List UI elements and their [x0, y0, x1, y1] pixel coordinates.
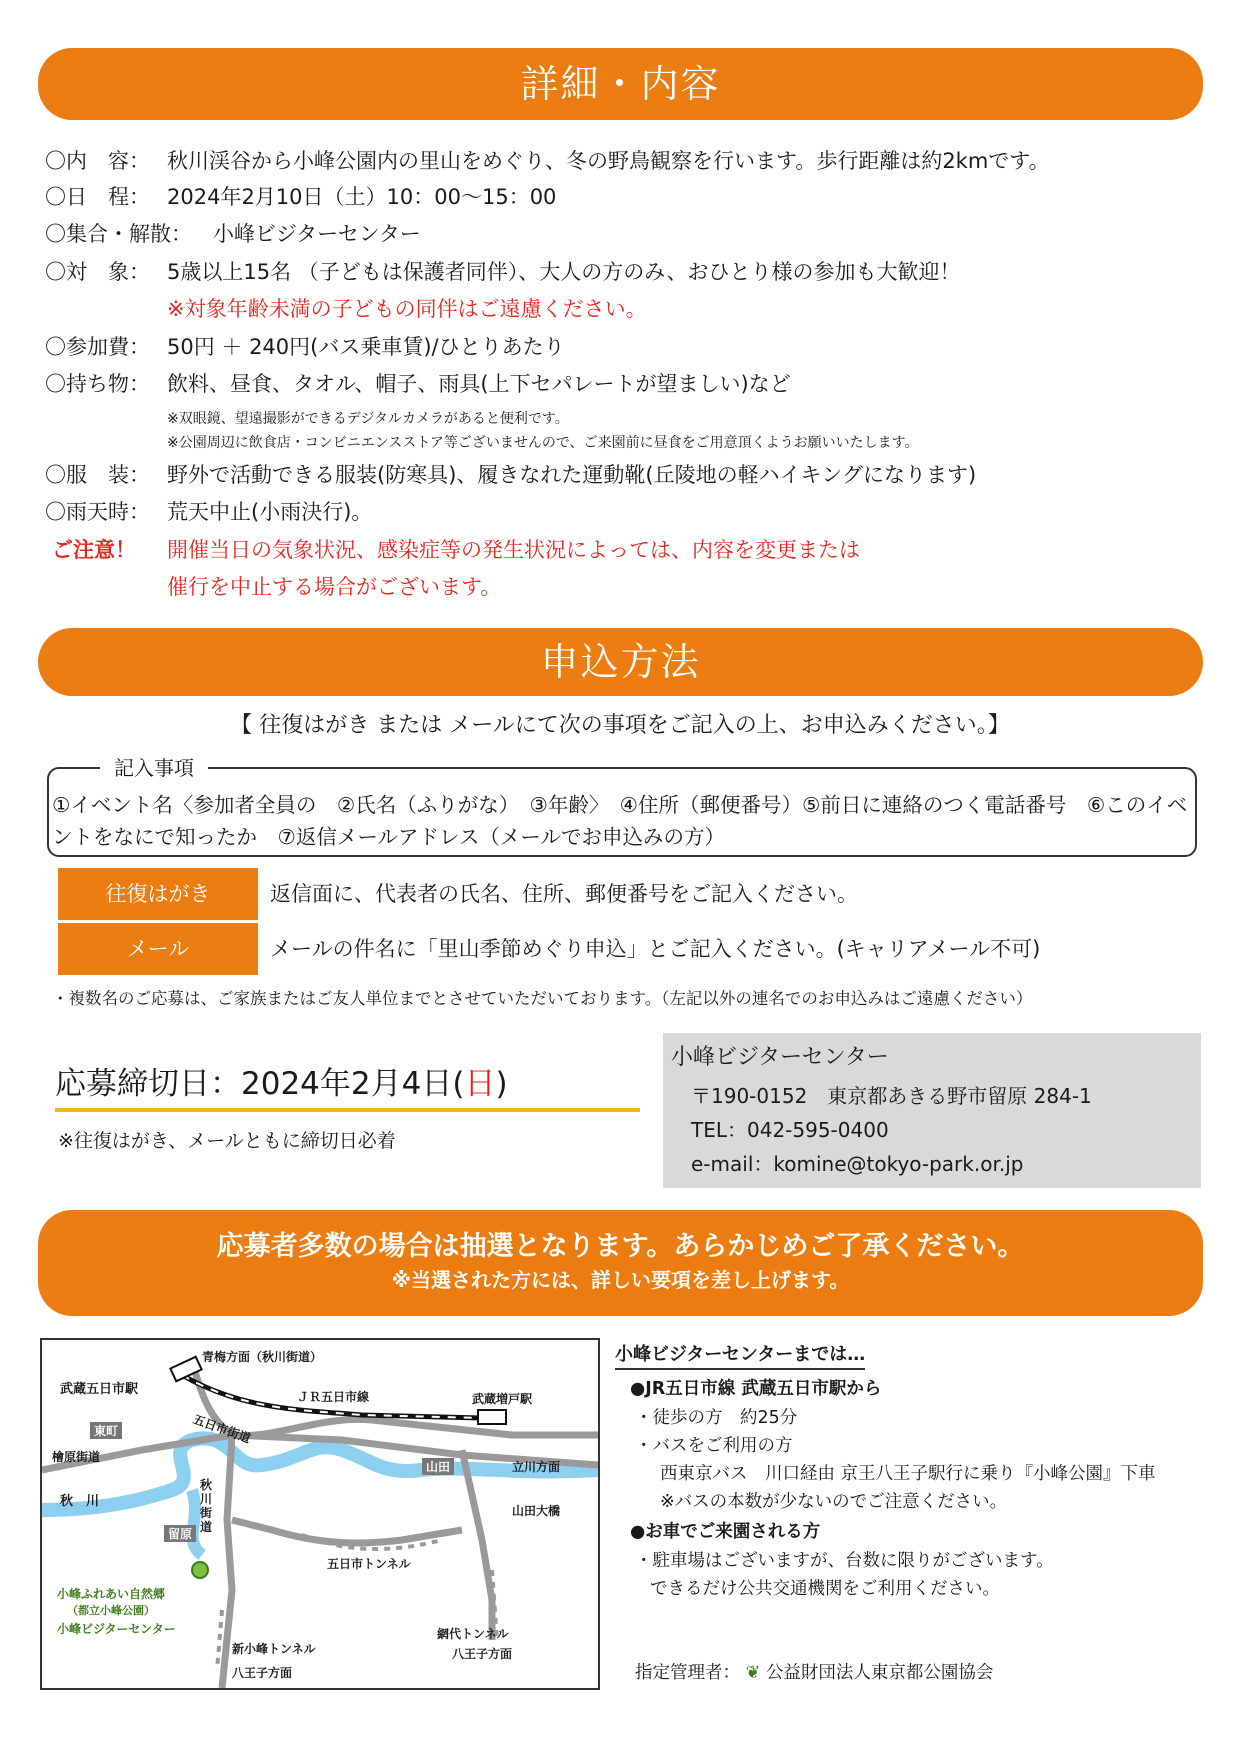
detail-clothing: 〇服 装： 野外で活動できる服装(防寒具)、履きなれた運動靴(丘陵地の軽ハイキングになります) — [45, 463, 977, 487]
map-label-musashi-itsukaichi: 武蔵五日市駅 — [60, 1382, 139, 1397]
apply-intro: 【 往復はがき または メールにて次の事項をご記入の上、お申込みください。】 — [230, 713, 1010, 738]
access-car-heading: ●お車でご来園される方 — [630, 1522, 821, 1542]
map-label-tomehara: 留原 — [164, 1525, 196, 1542]
map-label-musashi-masuko: 武蔵増戸駅 — [472, 1392, 533, 1406]
map-label-itsukaichi-tunnel: 五日市トンネル — [327, 1557, 411, 1571]
belongings-note-1: ※双眼鏡、望遠撮影ができるデジタルカメラがあると便利です。 — [167, 411, 569, 427]
map-label-visitor-center: 小峰ビジターセンター — [57, 1622, 176, 1636]
method-text-email: メールの件名に「里山季節めぐり申込」とご記入ください。(キャリアメール不可) — [270, 937, 1041, 961]
details-banner — [38, 48, 1203, 120]
contact-address: 〒190-0152 東京都あきる野市留原 284-1 — [691, 1084, 1092, 1108]
detail-belongings: 〇持ち物： 飲料、昼食、タオル、帽子、雨具(上下セパレートが望ましい)など — [45, 372, 791, 396]
detail-target: 〇対 象： 5歳以上15名 （子どもは保護者同伴）、大人の方のみ、おひとり様の参加も大歓迎！ — [45, 260, 961, 284]
access-parking-2: できるだけ公共交通機関をご利用ください。 — [650, 1579, 1000, 1599]
map-label-hachioji-1: 八王子方面 — [232, 1666, 293, 1680]
access-map — [40, 1338, 600, 1690]
map-label-shin-komine-tunnel: 新小峰トンネル — [232, 1642, 316, 1656]
detail-date: 〇日 程： 2024年2月10日（土）10：00〜15：00 — [45, 185, 557, 209]
road-itsukaichi-kaido — [192, 1360, 598, 1436]
map-label-ome: 青梅方面（秋川街道） — [202, 1350, 323, 1364]
apply-banner — [38, 628, 1203, 696]
map-label-akigawa-kaido: 秋川街道 — [200, 1478, 213, 1534]
method-text-postcard: 返信面に、代表者の氏名、住所、郵便番号をご記入ください。 — [270, 882, 858, 906]
deadline-underline — [55, 1108, 640, 1112]
contact-email: e-mail：komine@tokyo-park.or.jp — [691, 1152, 1024, 1176]
access-bus: ・バスをご利用の方 — [635, 1436, 793, 1456]
park-association-logo-icon: ❦ — [745, 1663, 761, 1683]
map-label-komine-park-2: （都立小峰公園） — [67, 1604, 155, 1617]
road-tunnel-route — [232, 1520, 462, 1543]
access-manager: 指定管理者： ❦ 公益財団法人東京都公園協会 — [635, 1663, 994, 1683]
map-label-akigawa: 秋 川 — [60, 1494, 100, 1509]
lottery-line-1: 応募者多数の場合は抽選となります。あらかじめご了承ください。 — [216, 1231, 1025, 1262]
group-note: ・複数名のご応募は、ご家族またはご友人単位までとさせていただいております。（左記以外の連名でのお申込みはご遠慮ください） — [52, 989, 1033, 1008]
detail-content: 〇内 容： 秋川渓谷から小峰公園内の里山をめぐり、冬の野鳥観察を行います。歩行距離は約2kmです。 — [45, 149, 1050, 173]
access-walk: ・徒歩の方 約25分 — [635, 1408, 798, 1428]
contact-tel: TEL：042-595-0400 — [691, 1118, 889, 1142]
map-label-hachioji-2: 八王子方面 — [452, 1647, 513, 1661]
map-label-yamada: 山田 — [422, 1458, 454, 1475]
map-label-tachikawa: 立川方面 — [512, 1460, 561, 1474]
detail-meeting: 〇集合・解散： 小峰ビジターセンター — [45, 222, 421, 246]
map-label-itsukaichi-kaido: 五日市街道 — [191, 1412, 253, 1446]
access-train-heading: ●JR五日市線 武蔵五日市駅から — [630, 1379, 882, 1399]
map-label-amishiro-tunnel: 網代トンネル — [437, 1627, 509, 1641]
access-parking-1: ・駐車場はございますが、台数に限りがございます。 — [635, 1551, 1054, 1571]
target-warning: ※対象年齢未満の子どもの同伴はご遠慮ください。 — [167, 297, 647, 321]
access-title: 小峰ビジターセンターまでは… — [615, 1342, 865, 1370]
road-akigawa-kaido — [222, 1435, 232, 1688]
detail-rain: 〇雨天時： 荒天中止(小雨決行)。 — [45, 500, 373, 524]
caution-label: ご注意！ — [52, 538, 136, 562]
access-bus-note: ※バスの本数が少ないのでご注意ください。 — [660, 1492, 1008, 1512]
map-label-yamada-bridge: 山田大橋 — [512, 1504, 561, 1518]
contact-name: 小峰ビジターセンター — [671, 1045, 889, 1070]
map-label-higashimachi: 東町 — [90, 1422, 122, 1439]
map-label-jr-line: ＪＲ五日市線 — [297, 1390, 370, 1404]
map-label-komine-park-1: 小峰ふれあい自然郷 — [57, 1587, 166, 1601]
deadline: 応募締切日：2024年2月4日(日) — [55, 1066, 508, 1102]
map-label-hinohara-kaido: 檜原街道 — [52, 1450, 101, 1464]
apply-title: 申込方法 — [540, 640, 701, 684]
detail-fee: 〇参加費： 50円 ＋ 240円(バス乗車賃)/ひとりあたり — [45, 335, 565, 359]
caution-line-2: 催行を中止する場合がございます。 — [167, 575, 502, 599]
contact-box — [663, 1033, 1201, 1188]
deadline-day: 日 — [464, 1066, 496, 1102]
road-yamada — [462, 1450, 492, 1640]
visitor-center-marker — [192, 1562, 208, 1578]
lottery-line-2: ※当選された方には、詳しい要項を差し上げます。 — [391, 1268, 850, 1292]
belongings-note-2: ※公園周辺に飲食店・コンビニエンスストア等ございませんので、ご来園前に昼食をご用意頂くようお願いいたします。 — [167, 435, 919, 451]
access-bus-detail: 西東京バス 川口経由 京王八王子駅行に乗り『小峰公園』下車 — [660, 1464, 1156, 1484]
method-tag-email: メール — [58, 923, 258, 975]
method-tag-postcard: 往復はがき — [58, 868, 258, 920]
details-title: 詳細・内容 — [520, 62, 721, 106]
items-text: ①イベント名〈参加者全員の ②氏名（ふりがな） ③年齢〉 ④住所（郵便番号）⑤前日に連絡のつく電話番号 ⑥このイベントをなにで知ったか ⑦返信メールアドレス（メールでお申込みの方） — [52, 793, 1188, 849]
items-label: 記入事項 — [100, 755, 208, 781]
caution-line-1: 開催当日の気象状況、感染症等の発生状況によっては、内容を変更または — [167, 538, 860, 562]
station-musashi-masuko — [478, 1410, 506, 1424]
caution — [52, 536, 1152, 564]
lottery-banner — [38, 1210, 1203, 1316]
deadline-note: ※往復はがき、メールともに締切日必着 — [58, 1130, 396, 1152]
